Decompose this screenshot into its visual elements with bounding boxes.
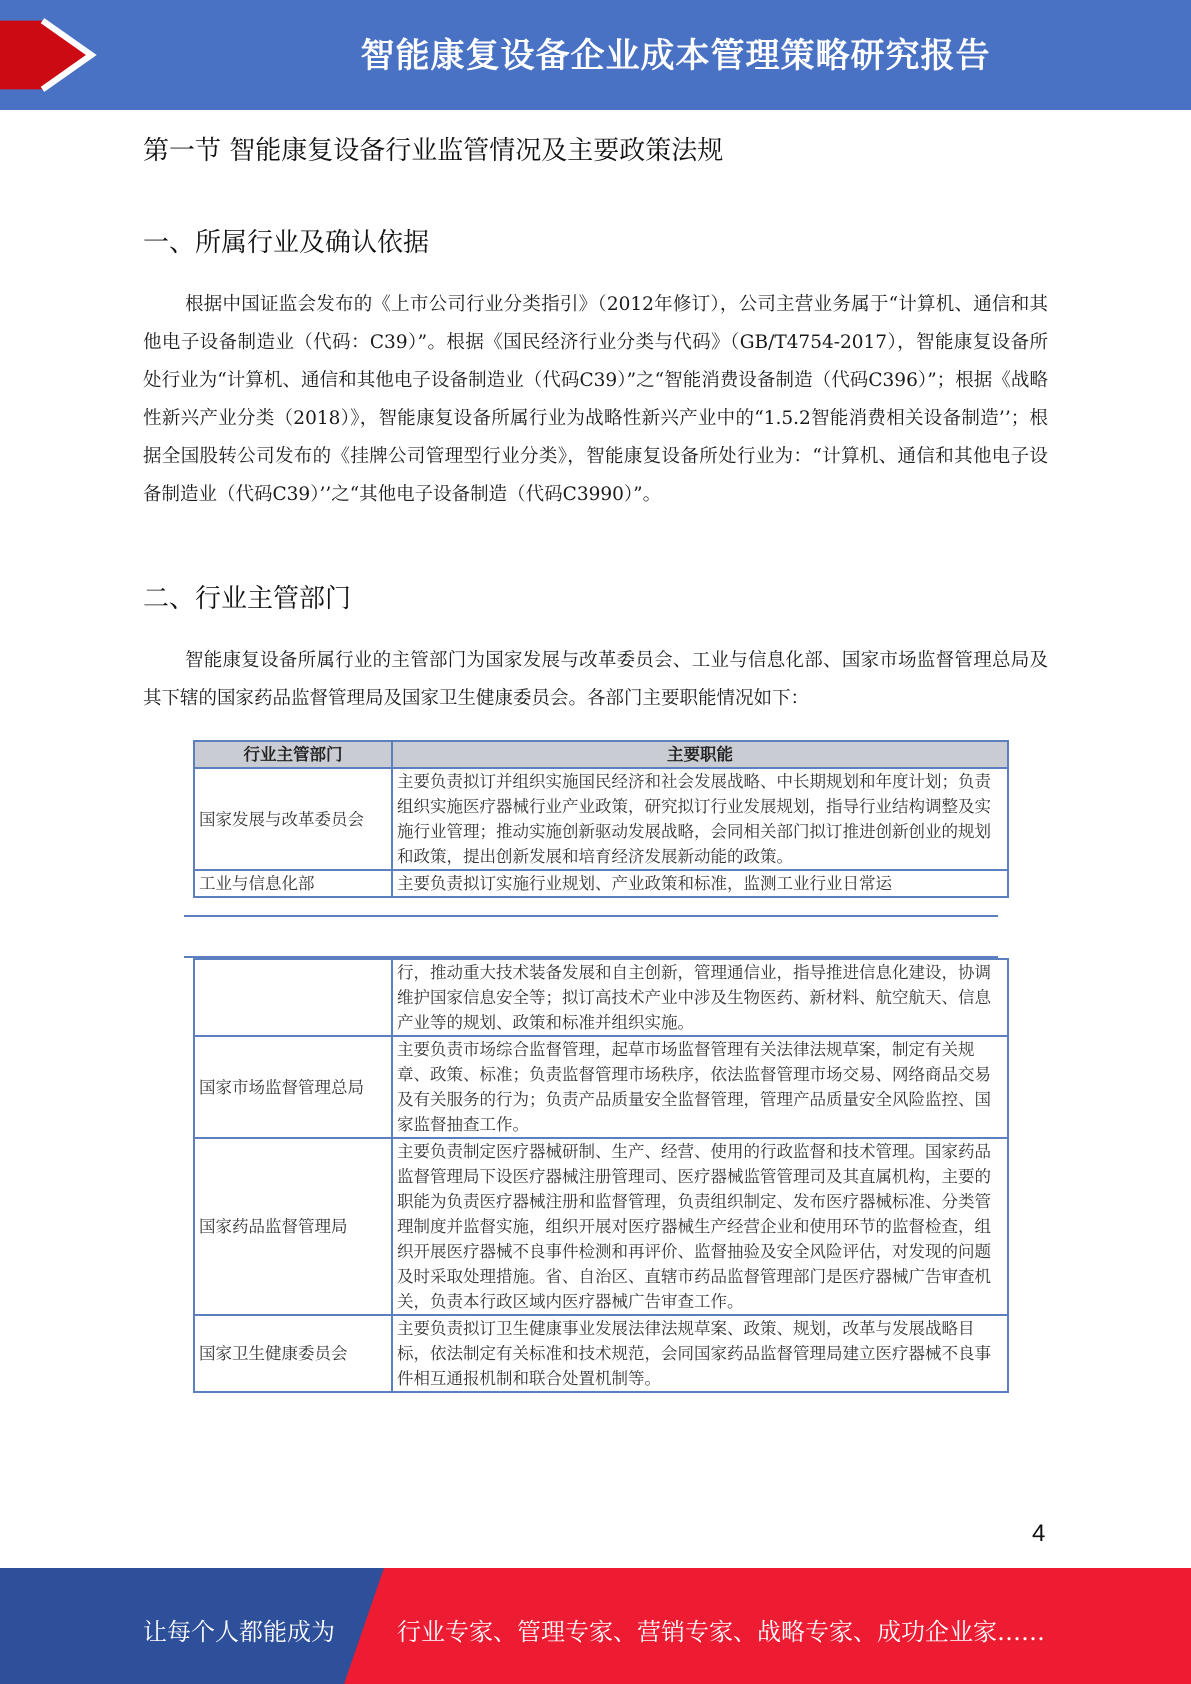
page-number: 4 xyxy=(1032,1520,1046,1547)
section-title: 第一节 智能康复设备行业监管情况及主要政策法规 xyxy=(143,136,724,166)
dept-cell xyxy=(194,959,392,1036)
duty-cell: 主要负责市场综合监督管理，起草市场监督管理有关法律法规草案，制定有关规章、政策、标准；负责监督管理市场秩序，依法监督管理市场交易、网络商品交易及有关服务的行为；负责产品质量安全监督管理，管理产品质量安全风险监控、国家监督抽查工作。 xyxy=(392,1036,1008,1138)
paragraph-industry-basis: 根据中国证监会发布的《上市公司行业分类指引》（2012年修订），公司主营业务属于“计算机、通信和其他电子设备制造业（代码：C39）”。根据《国民经济行业分类与代码》（GB/T4754-2017），智能康复设备所处行业为“计算机、通信和其他电子设备制造业（代码C39）”之“智能消费设备制造（代码C396）”；根据《战略性新兴产业分类（2018）》，智能康复设备所属行业为战略性新兴产业中的“1.5.2智能消费相关设备制造’’；根据全国股转公司发布的《挂牌公司管理型行业分类》，智能康复设备所处行业为：“计算机、通信和其他电子设备制造业（代码C39）’’之“其他电子设备制造（代码C3990）”。 xyxy=(143,294,1048,505)
table-row xyxy=(194,959,1008,1036)
table-row xyxy=(194,768,1008,870)
table-row xyxy=(194,1036,1008,1138)
table-header-duty: 主要职能 xyxy=(392,741,1008,768)
table-row xyxy=(194,1315,1008,1392)
dept-cell: 国家卫生健康委员会 xyxy=(194,1315,392,1392)
header-arrow-decoration xyxy=(0,0,100,110)
paragraph-authorities: 智能康复设备所属行业的主管部门为国家发展与改革委员会、工业与信息化部、国家市场监督管理总局及其下辖的国家药品监督管理局及国家卫生健康委员会。各部门主要职能情况如下： xyxy=(143,650,1048,709)
subsection-title-industry: 一、所属行业及确认依据 xyxy=(143,228,430,258)
footer-slogan-right: 行业专家、管理专家、营销专家、战略专家、成功企业家…… xyxy=(397,1618,1045,1646)
dept-cell: 国家市场监督管理总局 xyxy=(194,1036,392,1138)
duty-cell: 行，推动重大技术装备发展和自主创新，管理通信业，指导推进信息化建设，协调维护国家信息安全等；拟订高技术产业中涉及生物医药、新材料、航空航天、信息产业等的规划、政策和标准并组织实施。 xyxy=(392,959,1008,1036)
dept-cell: 工业与信息化部 xyxy=(194,870,392,897)
dept-cell: 国家药品监督管理局 xyxy=(194,1138,392,1315)
table-header-row xyxy=(194,741,1008,768)
authority-table-part2 xyxy=(193,958,1009,1393)
subsection-title-authorities: 二、行业主管部门 xyxy=(143,584,352,614)
footer-slogan-left: 让每个人都能成为 xyxy=(143,1618,335,1646)
table-header-dept: 行业主管部门 xyxy=(194,741,392,768)
footer-banner xyxy=(0,1568,1191,1684)
duty-cell: 主要负责制定医疗器械研制、生产、经营、使用的行政监督和技术管理。国家药品监督管理局下设医疗器械注册管理司、医疗器械监管管理司及其直属机构，主要的职能为负责医疗器械注册和监督管理，负责组织制定、发布医疗器械标准、分类管理制度并监督实施，组织开展对医疗器械生产经营企业和使用环节的监督检查，组织开展医疗器械不良事件检测和再评价、监督抽验及安全风险评估，对发现的问题及时采取处理措施。省、自治区、直辖市药品监督管理部门是医疗器械广告审查机关，负责本行政区域内医疗器械广告审查工作。 xyxy=(392,1138,1008,1315)
duty-cell: 主要负责拟订并组织实施国民经济和社会发展战略、中长期规划和年度计划；负责组织实施医疗器械行业产业政策，研究拟订行业发展规划，指导行业结构调整及实施行业管理；推动实施创新驱动发展战略，会同相关部门拟订推进创新创业的规划和政策，提出创新发展和培育经济发展新动能的政策。 xyxy=(392,768,1008,870)
authority-table-part1 xyxy=(193,740,1009,898)
report-title: 智能康复设备企业成本管理策略研究报告 xyxy=(360,36,991,76)
table-bottom-edge xyxy=(184,915,998,917)
dept-cell: 国家发展与改革委员会 xyxy=(194,768,392,870)
duty-cell: 主要负责拟订卫生健康事业发展法律法规草案、政策、规划，改革与发展战略目标，依法制定有关标准和技术规范，会同国家药品监督管理局建立医疗器械不良事件相互通报机制和联合处置机制等。 xyxy=(392,1315,1008,1392)
table-row xyxy=(194,870,1008,897)
duty-cell: 主要负责拟订实施行业规划、产业政策和标准，监测工业行业日常运 xyxy=(392,870,1008,897)
header-banner xyxy=(0,0,1191,110)
table-row xyxy=(194,1138,1008,1315)
